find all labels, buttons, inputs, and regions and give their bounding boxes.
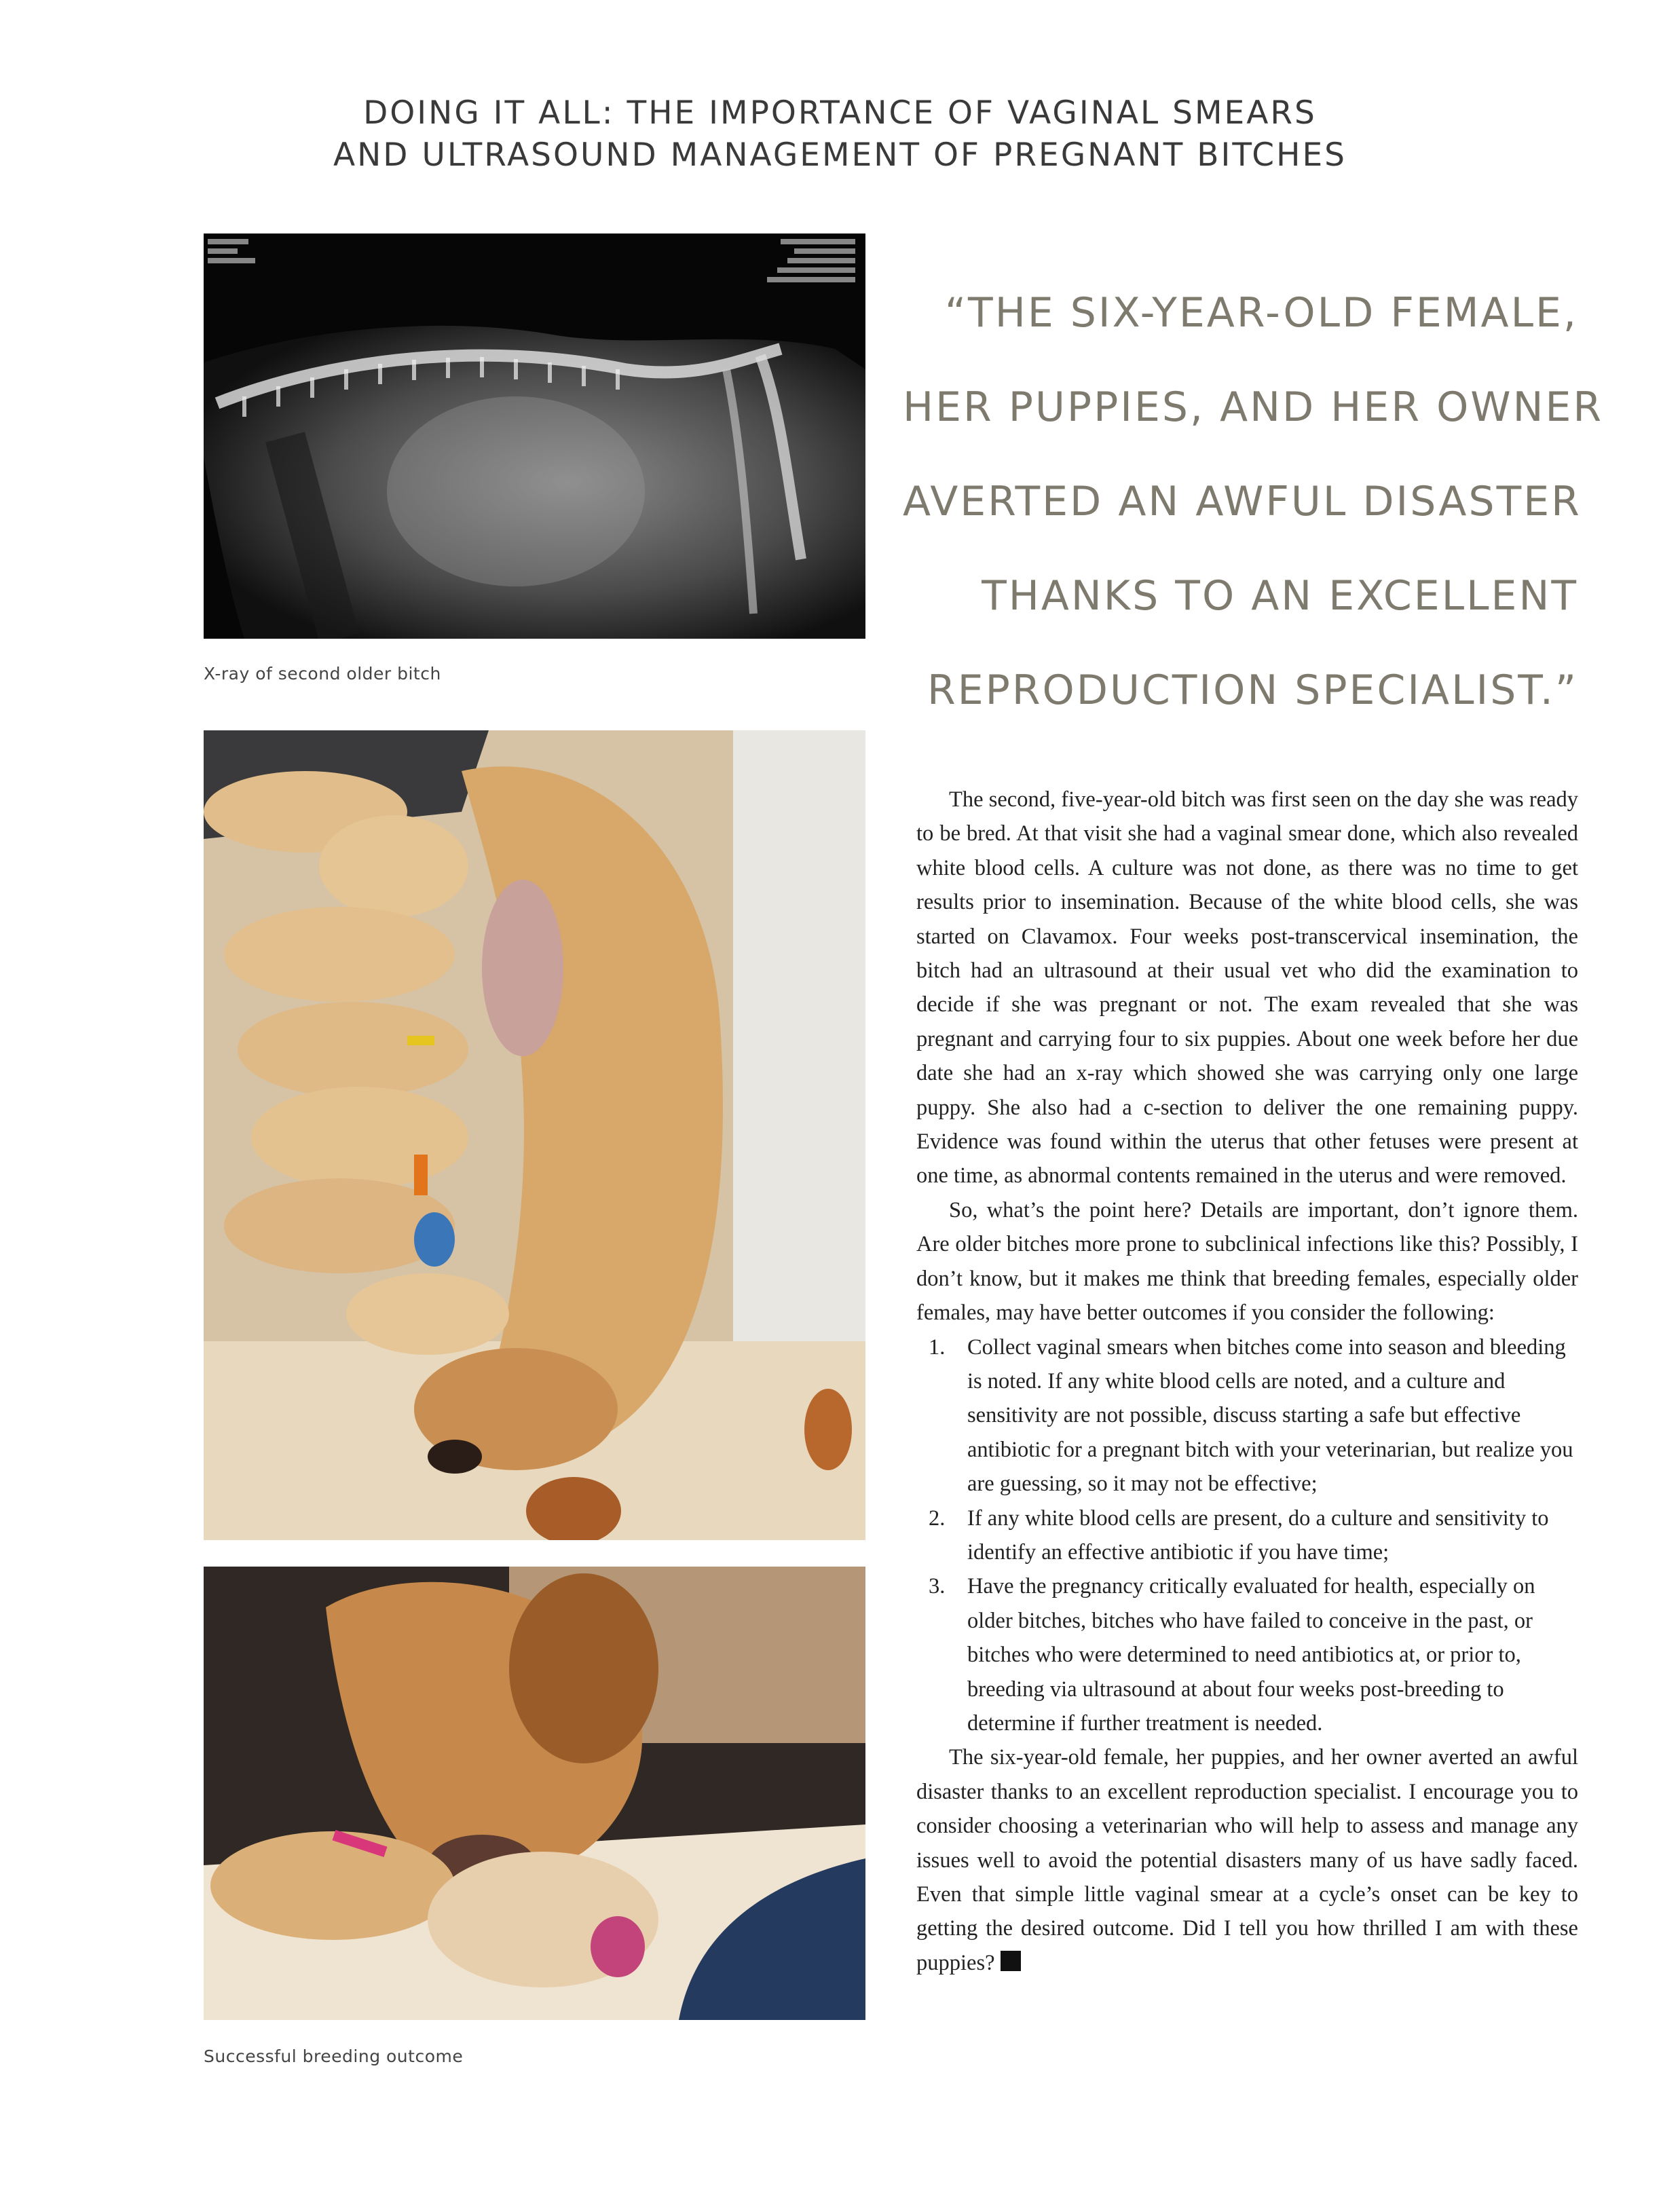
list-text: Collect vaginal smears when bitches come into season and bleeding is noted. If any white blood cells are noted, and a culture and sensitivity are not possible, discuss starting a safe but effective antibiotic for a pregnant bitch with your veterinarian, but realize you are guessing, so it may not be effective; (967, 1334, 1573, 1497)
list-item (916, 1330, 1578, 1501)
article-header (0, 92, 1680, 176)
pull-quote-line: REPRODUCTION SPECIALIST.” (927, 667, 1578, 714)
header-line-1: DOING IT ALL: THE IMPORTANCE OF VAGINAL SMEARS (363, 94, 1317, 132)
article-body (916, 783, 1578, 1980)
list-number: 3. (929, 1574, 946, 1599)
nursing-photo (204, 1567, 865, 2020)
list-number: 1. (929, 1334, 946, 1360)
closing-text: The six-year-old female, her puppies, and her owner averted an awful disaster thanks to an excellent reproduction specialist. I encourage you to consider choosing a veterinarian who will help to assess and manage any issues well to avoid the potential disasters many of us have sadly faced. Even that simple little vaginal smear at a cycle’s onset can be key to getting the desired outcome. Did I tell you how thrilled I am with these puppies? (916, 1745, 1578, 1975)
paragraph: So, what’s the point here? Details are important, don’t ignore them. Are older bitches more prone to subclinical infections like this? Possibly, I don’t know, but it makes me think that breeding females, especially older females, may have better outcomes if you consider the following: (916, 1197, 1578, 1326)
list-item (916, 1501, 1578, 1570)
paragraph (916, 1740, 1578, 1980)
list-text: If any white blood cells are present, do a culture and sensitivity to identify an effective antibiotic if you have time; (967, 1505, 1549, 1565)
list-text: Have the pregnancy critically evaluated for health, especially on older bitches, bitches who have failed to conceive in the past, or bitches who were determined to need antibiotics at, or prior to, breeding via ultrasound at about four weeks post-breeding to determine if further treatment is needed. (967, 1574, 1535, 1736)
paragraph: The second, five-year-old bitch was first seen on the day she was ready to be bred. At that visit she had a vaginal smear done, which also revealed white blood cells. A culture was not done, as there was no time to get results prior to insemination. Because of the white blood cells, she was started on Clavamox. Four weeks post-transcervical insemination, the bitch had an ultrasound at their usual vet who did the examination to decide if she was pregnant or not. The exam revealed that she was pregnant and carrying four to six puppies. About one week before her due date she had an x-ray which showed she was carrying only one large puppy. She also had a c-section to deliver the one remaining puppy. Evidence was found within the uterus that other fetuses were present at one time, as abnormal contents remained in the uterus and were removed. (916, 787, 1578, 1189)
pull-quote (903, 266, 1604, 738)
pull-quote-line: AVERTED AN AWFUL DISASTER (903, 478, 1582, 525)
pull-quote-line: “THE SIX-YEAR-OLD FEMALE, (944, 289, 1578, 337)
list-number: 2. (929, 1505, 946, 1531)
pull-quote-line: HER PUPPIES, AND HER OWNER (903, 383, 1604, 431)
recommendations-list (916, 1330, 1578, 1741)
xray-photo (204, 233, 865, 639)
outcome-caption: Successful breeding outcome (204, 2046, 464, 2066)
litter-photo (204, 730, 865, 1540)
pull-quote-line: THANKS TO AN EXCELLENT (982, 572, 1578, 620)
list-item (916, 1569, 1578, 1740)
end-mark-icon (1001, 1951, 1021, 1971)
header-line-2: AND ULTRASOUND MANAGEMENT OF PREGNANT BITCHES (333, 136, 1347, 174)
xray-caption: X-ray of second older bitch (204, 664, 441, 684)
